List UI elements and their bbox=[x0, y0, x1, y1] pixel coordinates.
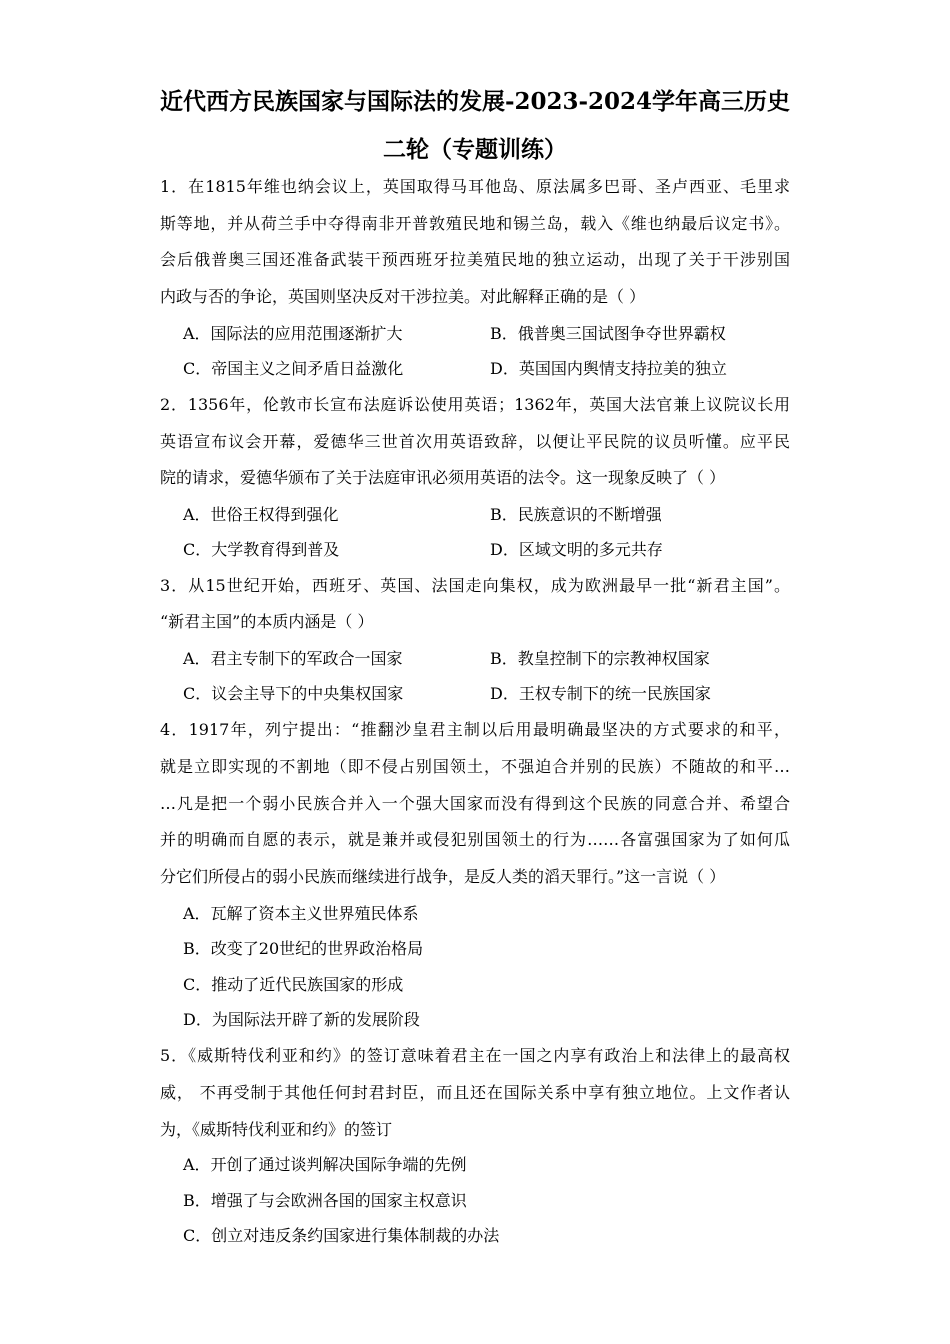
question-1-option-d: D．英国国内舆情支持拉美的独立 bbox=[490, 359, 727, 378]
question-5-line-3: 为，《威斯特伐利亚和约》的签订 bbox=[160, 1120, 393, 1139]
question-2-option-b: B．民族意识的不断增强 bbox=[490, 505, 662, 524]
question-2-line-3: 院的请求，爱德华颁布了关于法庭审讯必须用英语的法令。这一现象反映了（ ） bbox=[160, 468, 726, 487]
question-1-line-1: 1．在1815年维也纳会议上，英国取得马耳他岛、原法属多巴哥、圣卢西亚、毛里求 bbox=[160, 177, 790, 196]
question-1-option-b: B．俄普奥三国试图争夺世界霸权 bbox=[490, 324, 726, 343]
question-4-line-2: 就是立即实现的不割地（即不侵占别国领土，不强迫合并别的民族）不随故的和平… bbox=[160, 757, 790, 776]
question-5-line-2: 威， 不再受制于其他任何封君封臣，而且还在国际关系中享有独立地位。上文作者认 bbox=[160, 1083, 790, 1102]
question-2-option-c: C．大学教育得到普及 bbox=[183, 540, 340, 559]
question-4-line-3: …凡是把一个弱小民族合并入一个强大国家而没有得到这个民族的同意合并、希望合 bbox=[160, 794, 790, 813]
question-2-line-1: 2．1356年，伦敦市长宣布法庭诉讼使用英语；1362年，英国大法官兼上议院议长用 bbox=[160, 395, 790, 414]
question-3-option-d: D．王权专制下的统一民族国家 bbox=[490, 684, 711, 703]
question-4-option-c: C．推动了近代民族国家的形成 bbox=[183, 975, 404, 994]
question-3-line-1: 3．从15世纪开始，西班牙、英国、法国走向集权，成为欧洲最早一批“新君主国”。 bbox=[160, 576, 790, 595]
question-4-line-4: 并的明确而自愿的表示，就是兼并或侵犯别国领土的行为……各富强国家为了如何瓜 bbox=[160, 830, 790, 849]
question-2-option-d: D．区域文明的多元共存 bbox=[490, 540, 663, 559]
document-title-line-1: 近代西方民族国家与国际法的发展-2023-2024学年高三历史 bbox=[159, 88, 791, 115]
document-title-line-2: 二轮（专题训练） bbox=[383, 136, 567, 163]
question-3-line-2: “新君主国”的本质内涵是（ ） bbox=[160, 612, 374, 631]
question-4-option-a: A．瓦解了资本主义世界殖民体系 bbox=[183, 904, 419, 923]
question-5-line-1: 5．《威斯特伐利亚和约》的签订意味着君主在一国之内享有政治上和法律上的最高权 bbox=[160, 1046, 790, 1065]
question-1-line-4: 内政与否的争论，英国则坚决反对干涉拉美。对此解释正确的是（ ） bbox=[160, 287, 646, 306]
question-1-option-a: A．国际法的应用范围逐渐扩大 bbox=[183, 324, 403, 343]
question-4-line-5: 分它们所侵占的弱小民族而继续进行战争，是反人类的滔天罪行。”这一言说（ ） bbox=[160, 867, 726, 886]
question-3-option-c: C．议会主导下的中央集权国家 bbox=[183, 684, 404, 703]
question-3-option-a: A．君主专制下的军政合一国家 bbox=[183, 649, 403, 668]
question-2-line-2: 英语宣布议会开幕，爱德华三世首次用英语致辞，以便让平民院的议员听懂。应平民 bbox=[160, 432, 790, 451]
question-4-option-d: D．为国际法开辟了新的发展阶段 bbox=[183, 1010, 420, 1029]
question-1-line-3: 会后俄普奥三国还准备武装干预西班牙拉美殖民地的独立运动，出现了关于干涉别国 bbox=[160, 250, 790, 269]
question-1-line-2: 斯等地，并从荷兰手中夺得南非开普敦殖民地和锡兰岛，载入《维也纳最后议定书》。 bbox=[160, 214, 790, 233]
question-5-option-a: A．开创了通过谈判解决国际争端的先例 bbox=[183, 1155, 467, 1174]
question-2-option-a: A．世俗王权得到强化 bbox=[183, 505, 339, 524]
question-1-option-c: C．帝国主义之间矛盾日益激化 bbox=[183, 359, 404, 378]
question-4-option-b: B．改变了20世纪的世界政治格局 bbox=[183, 939, 424, 958]
question-3-option-b: B．教皇控制下的宗教神权国家 bbox=[490, 649, 710, 668]
question-5-option-c: C．创立对违反条约国家进行集体制裁的办法 bbox=[183, 1226, 500, 1245]
question-4-line-1: 4．1917年，列宁提出：“推翻沙皇君主制以后用最明确最坚决的方式要求的和平， bbox=[160, 720, 790, 739]
question-5-option-b: B．增强了与会欧洲各国的国家主权意识 bbox=[183, 1191, 467, 1210]
